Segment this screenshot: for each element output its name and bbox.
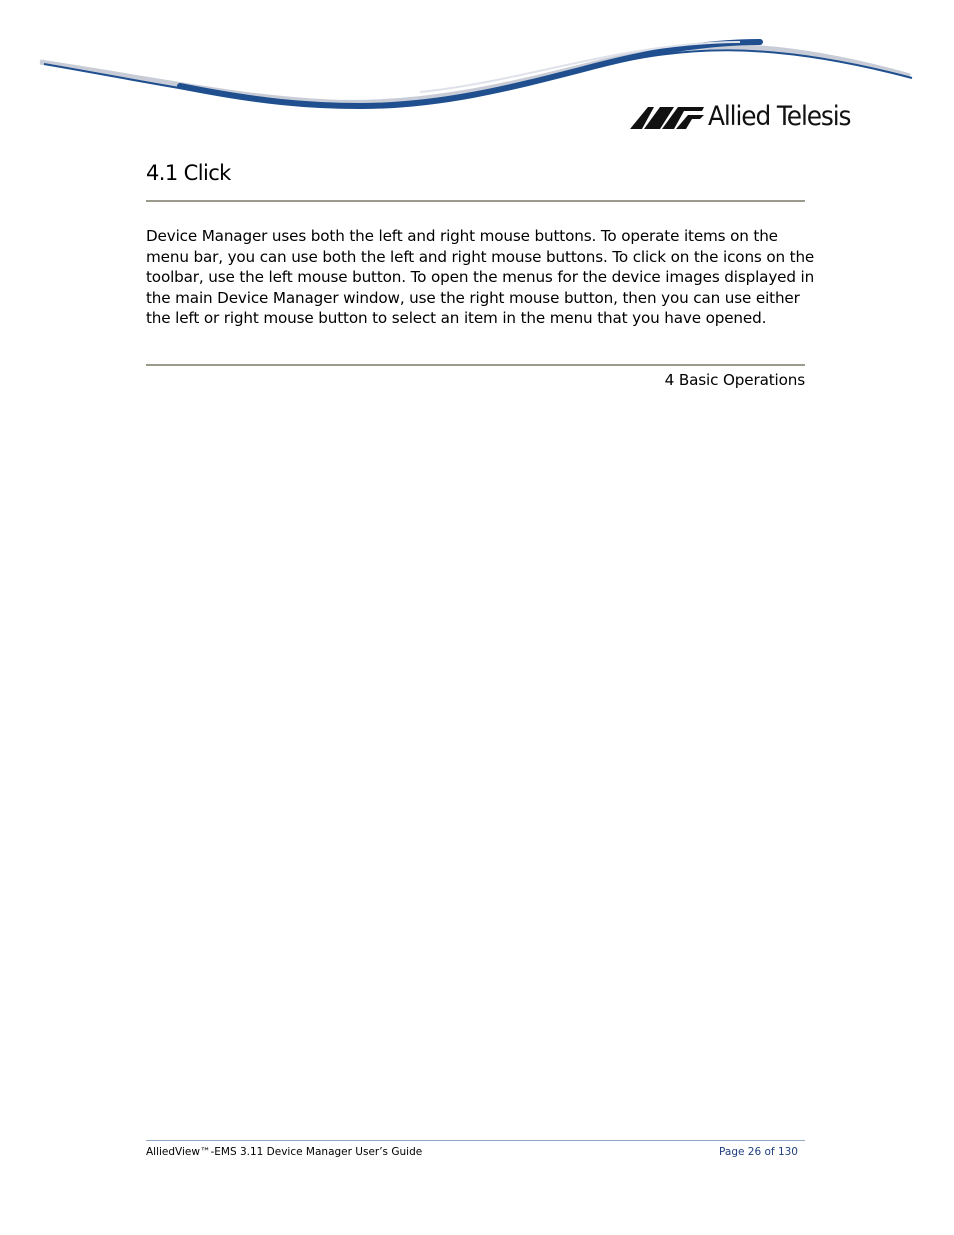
section-title: 4.1 Click (146, 161, 231, 185)
title-divider (146, 200, 805, 202)
allied-telesis-logo (630, 100, 863, 134)
footer-page-indicator: Page 26 of 130 (719, 1146, 798, 1158)
brand-name: Allied Telesis (708, 101, 851, 132)
chapter-label: 4 Basic Operations (664, 371, 805, 389)
footer-divider (146, 1140, 805, 1141)
allied-telesis-logo-mark-icon (630, 105, 704, 129)
footer-guide-title: AlliedView™-EMS 3.11 Device Manager User’s Guide (146, 1146, 423, 1158)
section-end-divider (146, 364, 805, 366)
section-paragraph: Device Manager uses both the left and right mouse buttons. To operate items on the menu bar, you can use both the left and right mouse buttons. To click on the icons on the toolbar, use the left mouse button. To open the menus for the device images displayed in the main Device Manager window, use the right mouse button, then you can use either the left or right mouse button to select an item in the menu that you have opened. (146, 227, 815, 328)
